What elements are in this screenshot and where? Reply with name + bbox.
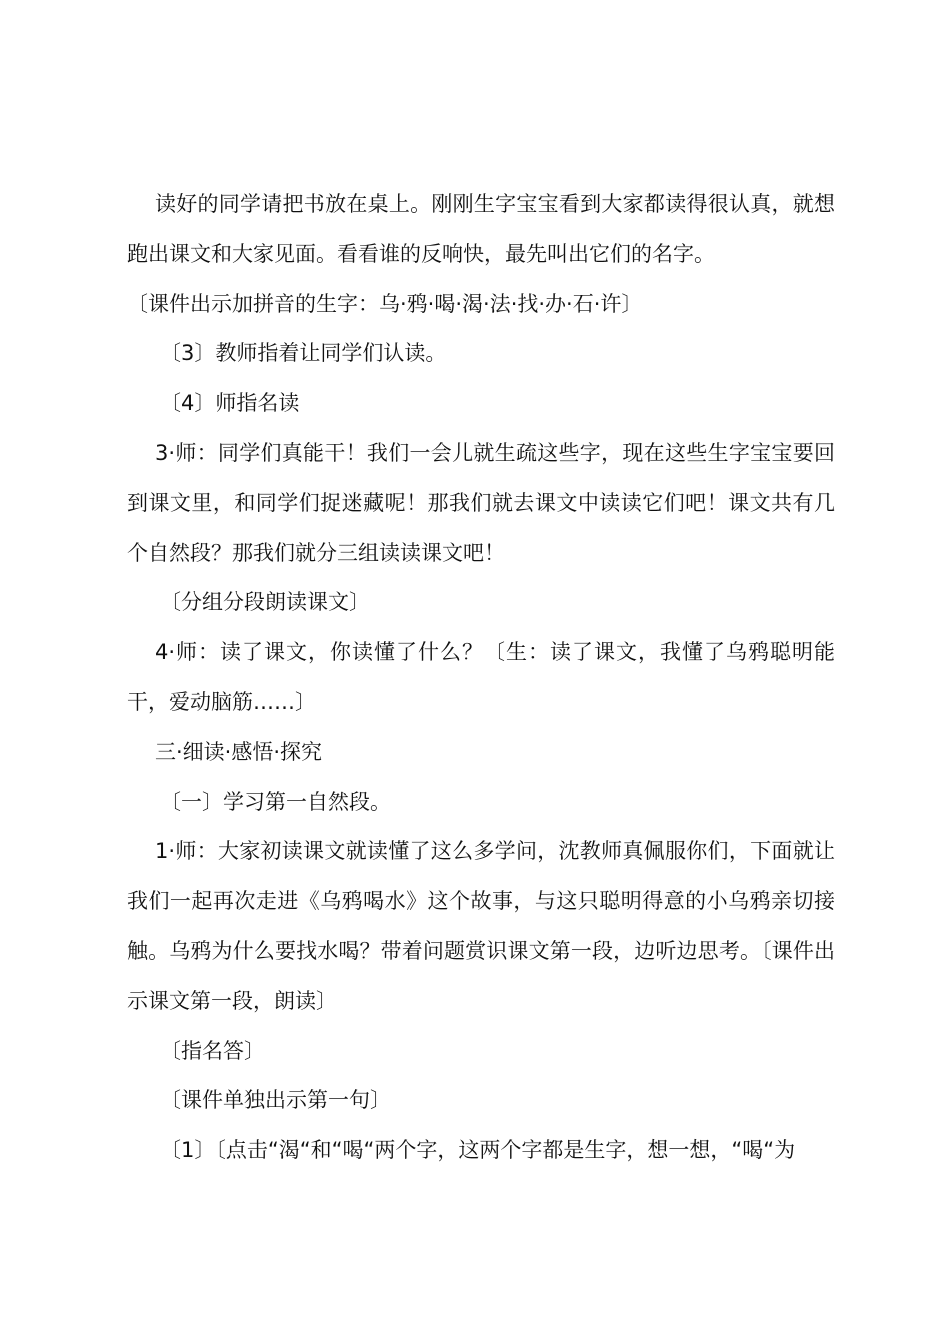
paragraph: 1·师：大家初读课文就读懂了这么多学问，沈教师真佩服你们，下面就让我们一起再次走进《乌鸦喝水》这个故事，与这只聪明得意的小乌鸦亲切接触。乌鸦为什么要找水喝？带着问题赏识课文第一段，边听边思考。〔课件出示课文第一段，朗读〕	[127, 839, 835, 1013]
subsection-heading: 〔一〕学习第一自然段。	[160, 789, 391, 814]
paragraph: 4·师：读了课文，你读懂了什么？〔生：读了课文，我懂了乌鸦聪明能干，爱动脑筋……〕	[127, 640, 835, 714]
paragraph: 〔3〕教师指着让同学们认读。	[160, 341, 447, 366]
paragraph: 〔1〕〔点击“渴“和“喝“两个字，这两个字都是生字，想一想，“喝“为	[160, 1138, 796, 1163]
section-heading: 三·细读·感悟·探究	[155, 739, 323, 764]
paragraph: 〔分组分段朗读课文〕	[160, 590, 370, 615]
paragraph: 3·师：同学们真能干！我们一会儿就生疏这些字，现在这些生字宝宝要回到课文里，和同学们捉迷藏呢！那我们就去课文中读读它们吧！课文共有几个自然段？那我们就分三组读读课文吧！	[127, 440, 835, 565]
paragraph: 读好的同学请把书放在桌上。刚刚生字宝宝看到大家都读得很认真，就想跑出课文和大家见面。看看谁的反响快，最先叫出它们的名字。	[127, 192, 835, 266]
document-body	[127, 180, 835, 1176]
paragraph: 〔课件单独出示第一句〕	[160, 1088, 391, 1113]
paragraph: 〔指名答〕	[160, 1038, 265, 1063]
paragraph: 〔4〕师指名读	[160, 391, 300, 416]
paragraph: 〔课件出示加拼音的生字：乌·鸦·喝·渴·法·找·办·石·许〕	[127, 291, 643, 316]
